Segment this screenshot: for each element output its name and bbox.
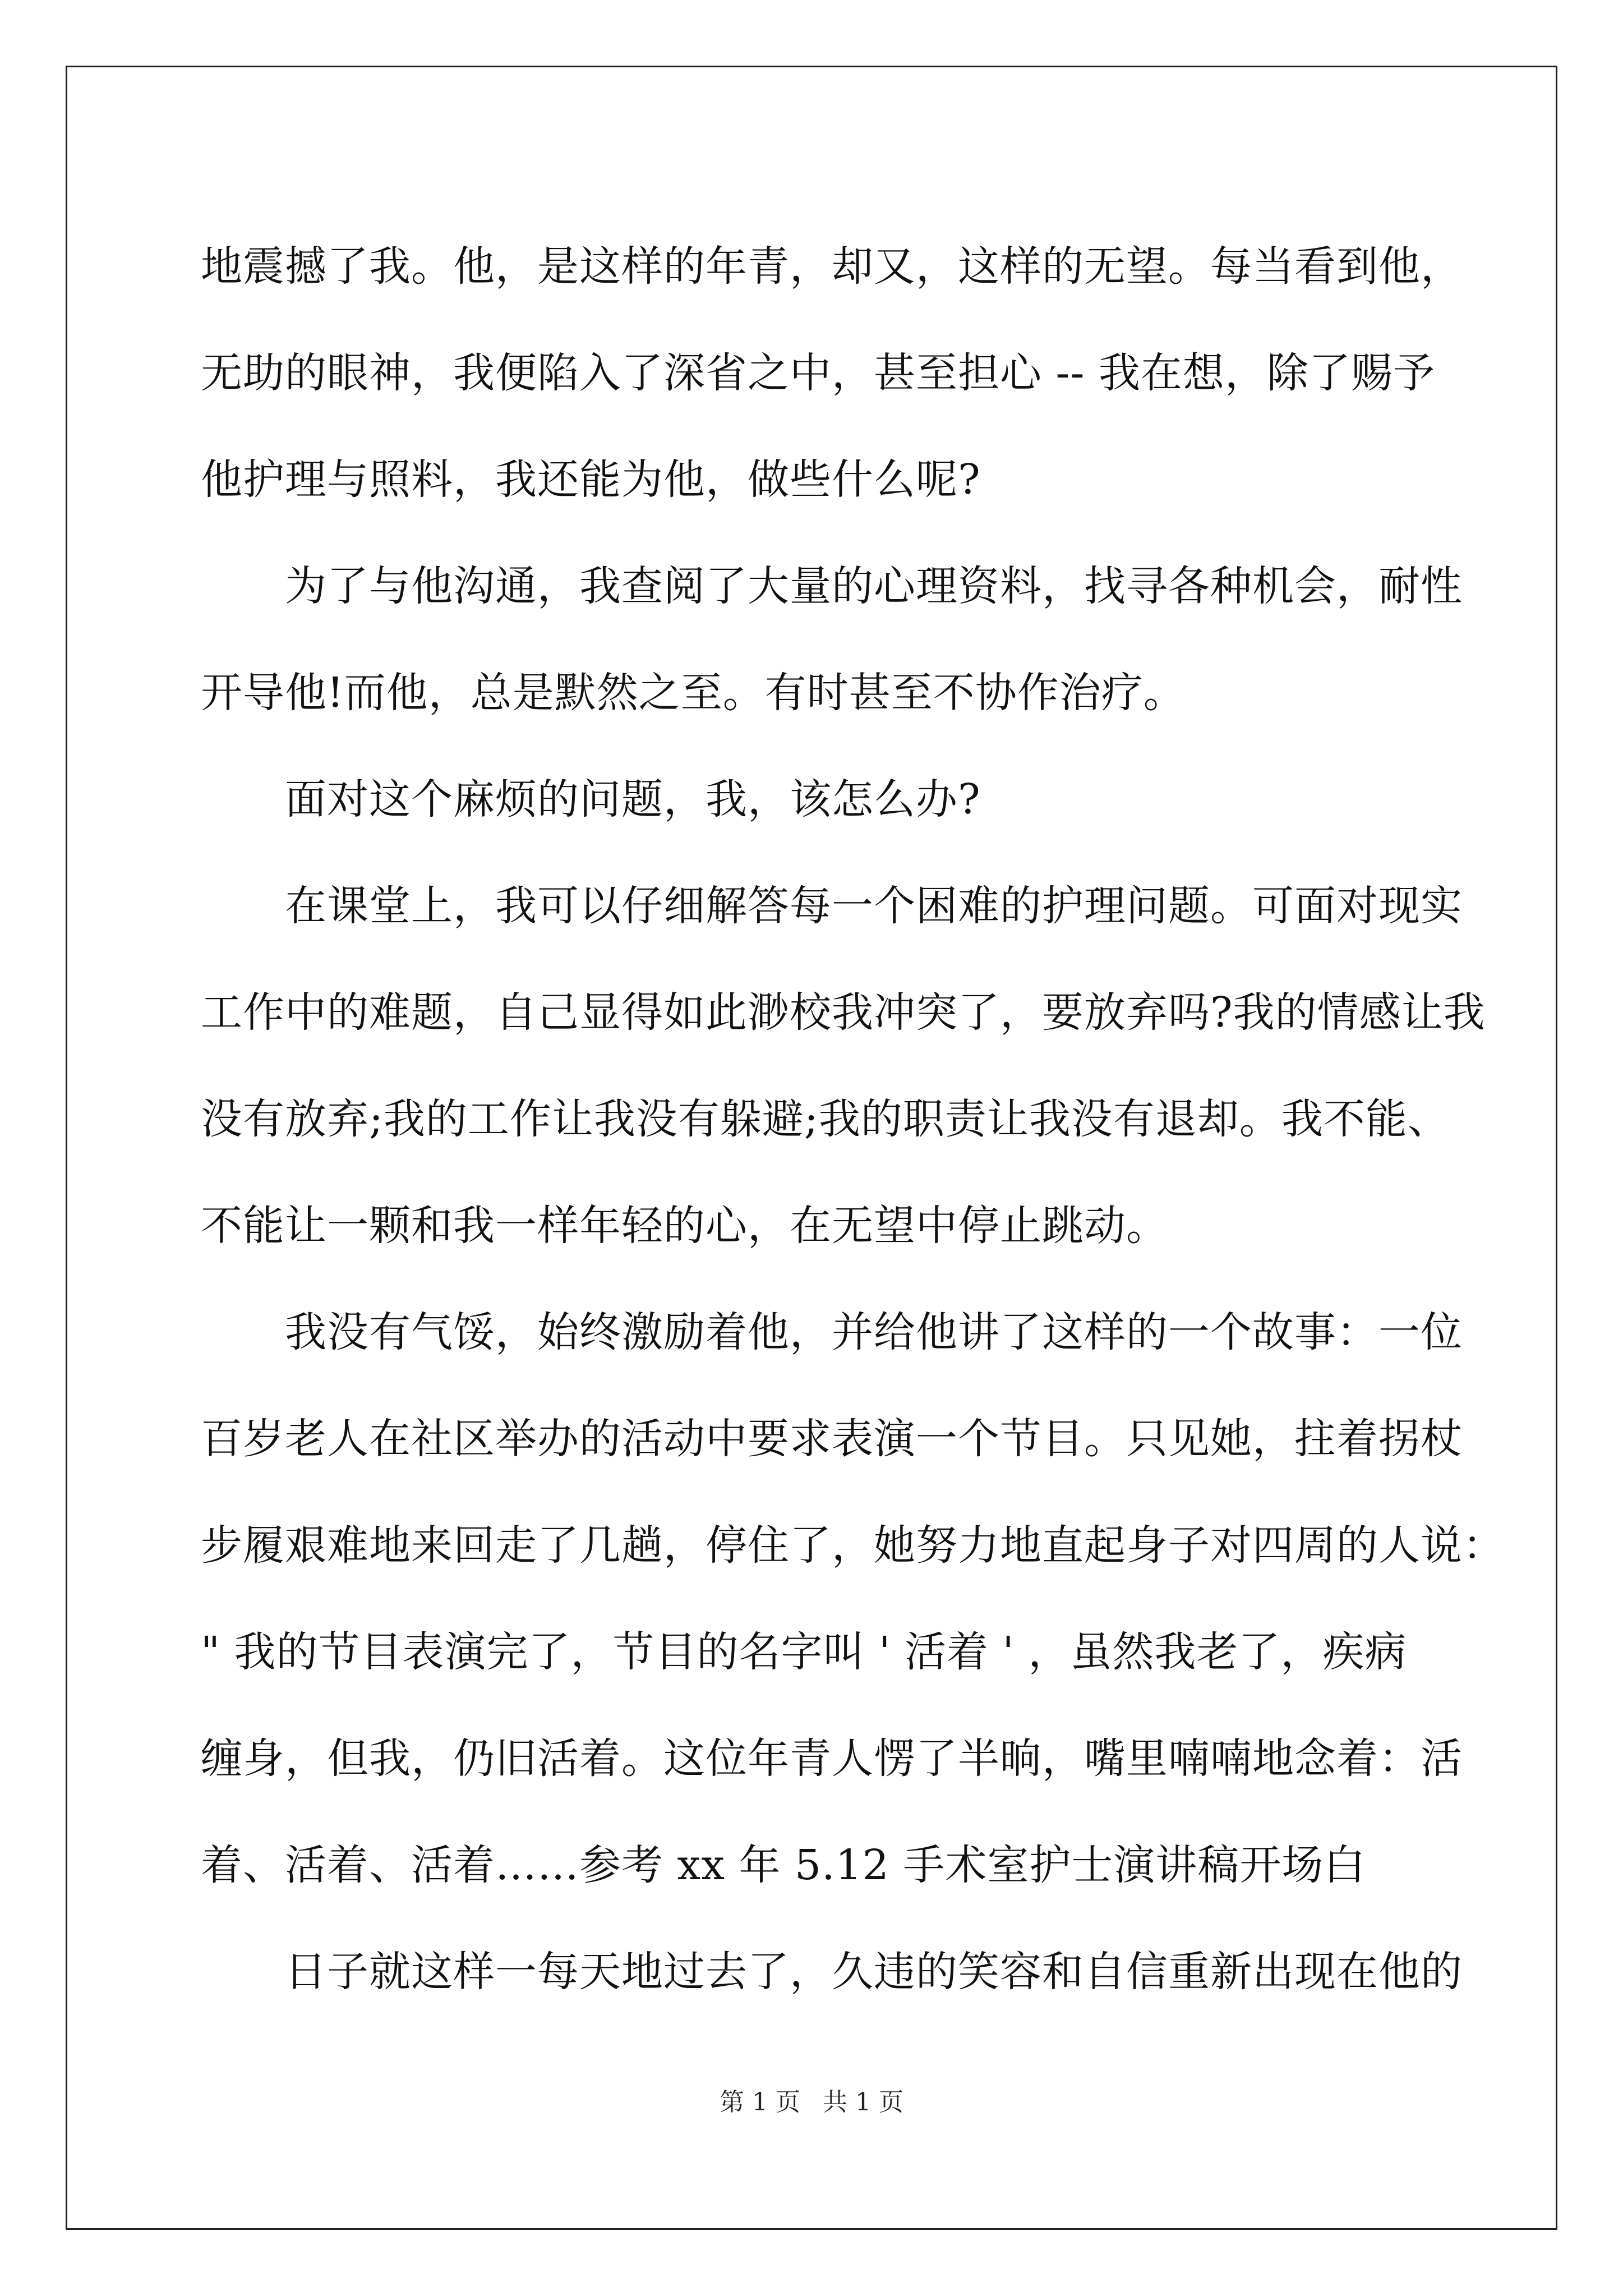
page-total: 共 1 页: [823, 2088, 903, 2116]
document-body: [201, 213, 1505, 2025]
paragraph-start-line: 为了与他沟通，我查阅了大量的心理资料，找寻各种机会，耐性: [285, 562, 1463, 610]
text-line: 步履艰难地来回走了几趟，停住了，她努力地直起身子对四周的人说：: [201, 1521, 1505, 1570]
text-line: 不能让一颗和我一样年轻的心，在无望中停止跳动。: [201, 1202, 1168, 1250]
paragraph-start-line: 日子就这样一每天地过去了，久违的笑容和自信重新出现在他的: [285, 1948, 1463, 1996]
page-number: 第 1 页: [720, 2088, 800, 2116]
text-line: 百岁老人在社区举办的活动中要求表演一个节目。只见她，拄着拐杖: [201, 1415, 1463, 1463]
text-line: 着、活着、活着……参考 xx 年 5.12 手术室护士演讲稿开场白: [201, 1841, 1366, 1889]
text-line: 地震撼了我。他，是这样的年青，却又，这样的无望。每当看到他，: [201, 242, 1463, 291]
text-line: 工作中的难题，自己显得如此渺校我冲突了，要放弃吗?我的情感让我: [201, 988, 1486, 1037]
text-line: 缠身，但我，仍旧活着。这位年青人愣了半晌，嘴里喃喃地念着：活: [201, 1734, 1463, 1783]
paragraph-start-line: 我没有气馁，始终激励着他，并给他讲了这样的一个故事：一位: [285, 1308, 1463, 1356]
paragraph-start-line: 面对这个麻烦的问题，我，该怎么办?: [285, 775, 981, 823]
text-line: 无助的眼神，我便陷入了深省之中，甚至担心 -- 我在想，除了赐予: [201, 349, 1436, 397]
text-line: " 我的节目表演完了，节目的名字叫 ' 活着 ' ，虽然我老了，疾病: [201, 1628, 1407, 1676]
text-line: 开导他!而他，总是默然之至。有时甚至不协作治疗。: [201, 669, 1186, 717]
text-line: 没有放弃;我的工作让我没有躲避;我的职责让我没有退却。我不能、: [201, 1095, 1450, 1143]
paragraph-start-line: 在课堂上，我可以仔细解答每一个困难的护理问题。可面对现实: [285, 882, 1463, 930]
text-line: 他护理与照料，我还能为他，做些什么呢?: [201, 455, 981, 504]
page-footer: [0, 2086, 1623, 2119]
